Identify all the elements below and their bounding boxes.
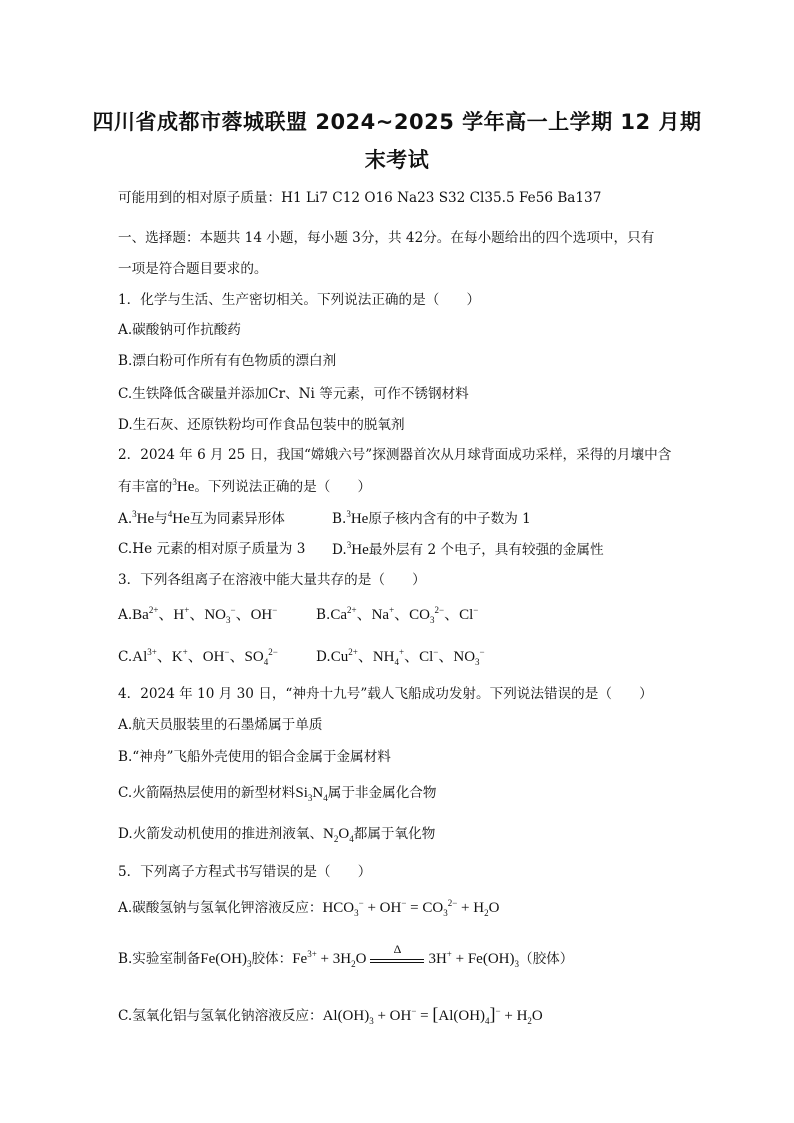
q2-stem-line-1: 2．2024 年 6 月 25 日，我国“嫦娥六号”探测器首次从月球背面成功采样，采得的月壤中含	[118, 447, 672, 463]
q2-stem-suffix: 。下列说法正确的是（ ）	[194, 479, 372, 495]
q4-option-a: A.航天员服装里的石墨烯属于单质	[118, 717, 323, 733]
heating-condition-sign: Δ	[370, 952, 424, 968]
q3-stem: 3．下列各组离子在溶液中能大量共存的是（ ）	[118, 572, 426, 588]
ion-set-b: $Ca^{2+}$、Na+、$CO_3^{2-}$、Cl−	[330, 605, 479, 625]
q4-stem: 4．2024 年 10 月 30 日，“神舟十九号”载人飞船成功发射。下列说法错误的是（ ）	[118, 686, 653, 702]
q1-option-a: A.碳酸钠可作抗酸药	[118, 322, 241, 338]
helium-3-symbol: $^3$He	[346, 540, 369, 558]
equation-c: $Al(OH)_3 + OH^- = [Al(OH)_4]^- + H_2O$	[322, 1004, 543, 1026]
q4-option-d: D.火箭发动机使用的推进剂液氧、$N_2O_4$都属于氧化物	[118, 826, 436, 844]
exam-title-line-1: 四川省成都市蓉城联盟 2024~2025 学年高一上学期 12 月期	[92, 110, 702, 134]
equation-a: $HCO_3^- + OH^- = CO_3^{2-} + H_2O$	[322, 898, 500, 918]
q2-option-c: C.He 元素的相对原子质量为 3	[118, 541, 306, 557]
q1-option-d: D.生石灰、还原铁粉均可作食品包装中的脱氧剂	[118, 417, 405, 433]
q3-option-b: $B.Ca^{2+}$、Na+、$CO_3^{2-}$、Cl−	[316, 605, 479, 625]
q3-option-d: $D.Cu^{2+}$、$NH_4^+$、Cl−、$NO_3^-$	[316, 647, 485, 667]
helium-3-symbol: $^3$He	[172, 477, 195, 495]
q1-option-c: C.生铁降低含碳量并添加Cr、Ni 等元素，可作不锈钢材料	[118, 386, 469, 402]
ion-set-a: $Ba^{2+}$、H+、$NO_3^-$、OH−	[132, 605, 278, 625]
exam-title-line-2: 末考试	[364, 148, 430, 172]
q4-option-b: B.“神舟”飞船外壳使用的铝合金属于金属材料	[118, 749, 391, 765]
section-instructions-line-1: 一、选择题：本题共 14 小题，每小题 3分，共 42分。在每小题给出的四个选项中，只有	[118, 230, 655, 246]
q2-option-d: D.$^3$He最外层有 2 个电子，具有较强的金属性	[332, 540, 604, 558]
q1-option-b: B.漂白粉可作所有有色物质的漂白剂	[118, 353, 337, 369]
q3-option-c: $C.Al^{3+}$、K+、OH−、$SO_4^{2-}$	[118, 647, 278, 667]
q5-option-a: A.碳酸氢钠与氢氧化钾溶液反应：$HCO_3^- + OH^- = CO_3^{2-} + H_2O$	[118, 898, 500, 918]
q2-stem-prefix: 有丰富的	[118, 479, 173, 495]
helium-4-symbol: $^4$He	[167, 509, 190, 527]
q2-stem-line-2	[118, 478, 371, 496]
q5-stem: 5．下列离子方程式书写错误的是（ ）	[118, 864, 372, 880]
helium-3-symbol: $^3$He	[346, 509, 369, 527]
ion-set-c: $Al^{3+}$、K+、OH−、$SO_4^{2-}$	[132, 647, 278, 667]
q3-option-a: $A.Ba^{2+}$、H+、$NO_3^-$、OH−	[118, 605, 278, 625]
q4-option-c: C.火箭隔热层使用的新型材料$Si_3N_4$属于非金属化合物	[118, 785, 437, 803]
atomic-masses: 可能用到的相对原子质量：H1 Li7 C12 O16 Na23 S32 Cl35.5 Fe56 Ba137	[118, 190, 602, 206]
q2-option-b: B.$^3$He原子核内含有的中子数为 1	[332, 509, 531, 527]
q2-option-a: A.$^3$He与$^4$He互为同素异形体	[118, 509, 285, 527]
equation-b: $Fe^{3+} + 3H_2O$ Δ $3H^+ + Fe(OH)_3$	[292, 941, 519, 969]
q5-option-b: B.实验室制备$Fe(OH)_3$胶体：$Fe^{3+} + 3H_2O$ Δ $3H^+ + Fe(OH)_3$（胶体）	[118, 941, 574, 969]
helium-3-symbol: $^3$He	[132, 509, 155, 527]
ion-set-d: $Cu^{2+}$、$NH_4^+$、Cl−、$NO_3^-$	[330, 647, 485, 667]
section-instructions-line-2: 一项是符合题目要求的。	[118, 261, 268, 277]
q5-option-c: C.氢氧化铝与氢氧化钠溶液反应：$Al(OH)_3 + OH^- = [Al(OH)_4]^- + H_2O$	[118, 1004, 543, 1026]
ferric-hydroxide-formula: $Fe(OH)_3$	[200, 951, 252, 969]
q1-stem: 1．化学与生活、生产密切相关。下列说法正确的是（ ）	[118, 292, 481, 308]
dinitrogen-tetroxide-formula: $N_2O_4$	[323, 826, 354, 844]
silicon-nitride-formula: $Si_3N_4$	[295, 785, 328, 803]
